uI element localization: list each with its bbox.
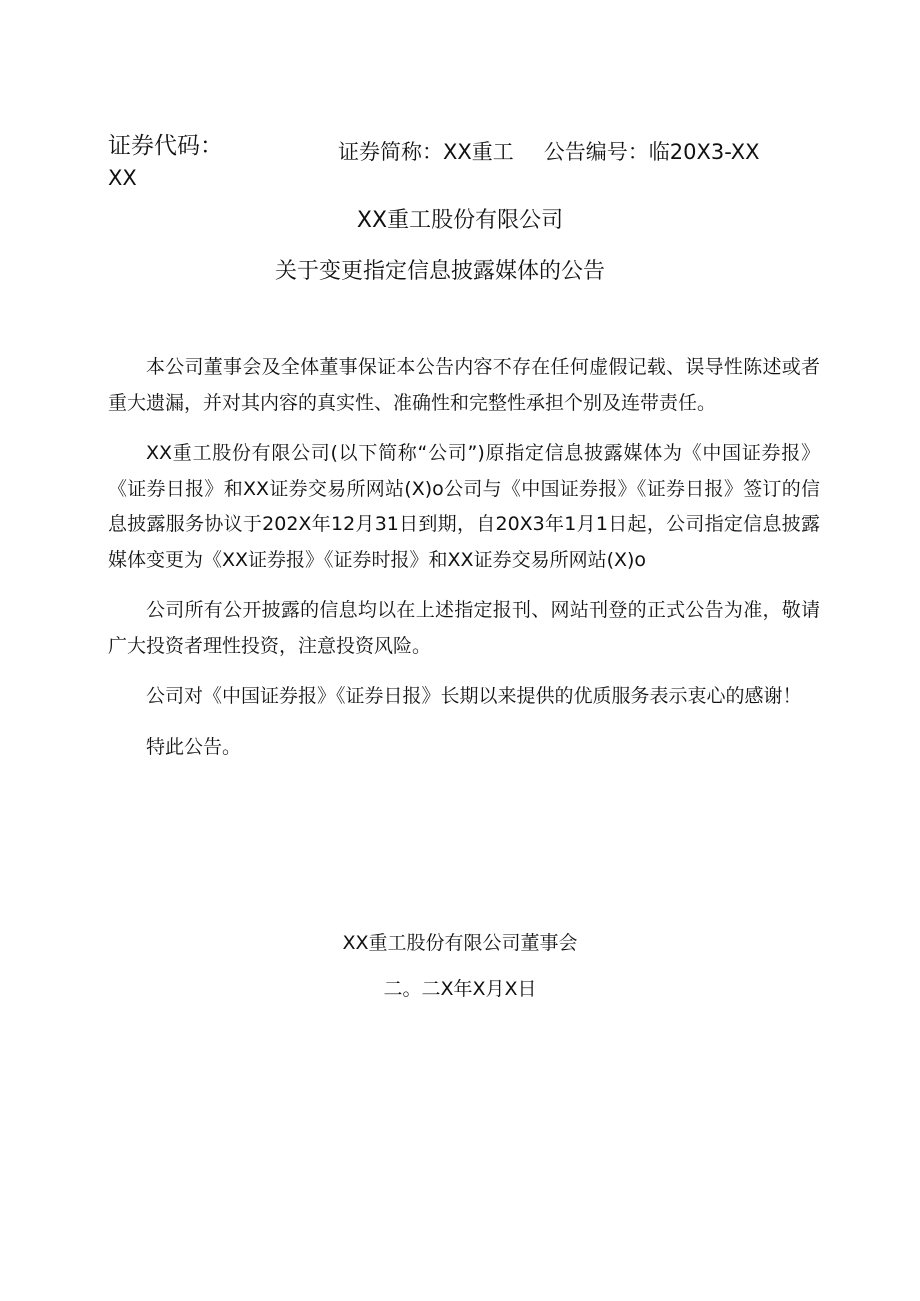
header-info [338, 137, 760, 167]
announcement-title: 关于变更指定信息披露媒体的公告 [274, 259, 605, 284]
signature-date: 二。二X年X月X日 [383, 978, 537, 1000]
paragraph-guarantee: 本公司董事会及全体董事保证本公告内容不存在任何虚假记载、误导性陈述或者重大遗漏，并对其内容的真实性、准确性和完整性承担个别及连带责任。 [108, 356, 820, 414]
security-code-label: 证券代码： [108, 133, 223, 159]
announcement-body [108, 350, 820, 765]
paragraph-investor-notice: 公司所有公开披露的信息均以在上述指定报刊、网站刊登的正式公告为准，敬请广大投资者理性投资，注意投资风险。 [108, 599, 820, 657]
announcement-number: 公告编号：临20X3-XX [543, 140, 760, 164]
signature-organization: XX重工股份有限公司董事会 [342, 932, 578, 954]
paragraph-thanks: 公司对《中国证券报》《证券日报》长期以来提供的优质服务表示衷心的感谢！ [146, 685, 802, 707]
paragraph-closing: 特此公告。 [146, 735, 242, 758]
company-title: XX重工股份有限公司 [356, 208, 564, 233]
security-code-value: XX [108, 166, 137, 190]
paragraph-media-change: XX重工股份有限公司(以下简称“公司”)原指定信息披露媒体为《中国证券报》《证券日报》和XX证券交易所网站(X)o公司与《中国证券报》《证券日报》签订的信息披露服务协议于202X年12月31日到期，自20X3年1月1日起，公司指定信息披露媒体变更为《XX证券报》《证券时报》和XX证券交易所网站(X)o [108, 442, 820, 571]
security-short-name: 证券简称：XX重工 [338, 140, 514, 164]
